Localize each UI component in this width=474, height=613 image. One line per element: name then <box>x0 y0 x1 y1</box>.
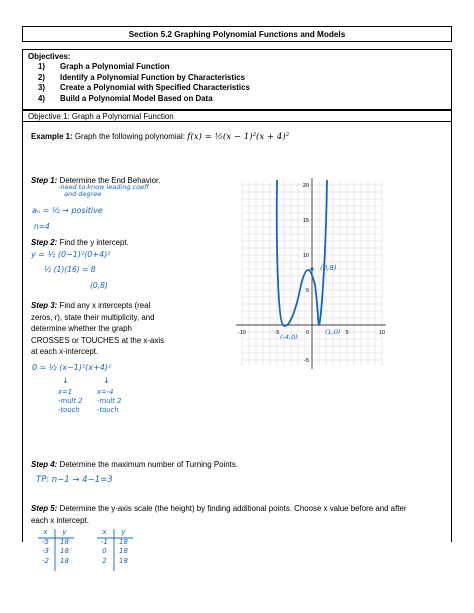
step-1-handwriting: -need to know leading coeff and degree <box>58 183 149 198</box>
y-tick-label: -5 <box>304 358 309 364</box>
zero-left-notes: x=1 -mult 2 -touch <box>58 388 83 414</box>
turning-points-note: TP: n−1 → 4−1=3 <box>36 475 113 485</box>
y-tick-label: 20 <box>302 183 309 189</box>
y-intercept-work: y = ½ (0−1)²(0+4)² <box>31 250 111 259</box>
x-tick-label: -5 <box>274 330 280 336</box>
step-5: Step 5: Determine the y-axis scale (the height) by finding additional points. Choose x value before and after each x intercept. <box>31 504 407 525</box>
step-1: Step 1: Determine the End Behavior. <box>31 176 161 185</box>
y-tick-label: 15 <box>302 218 309 224</box>
example-text: Graph the following polynomial: <box>74 132 185 141</box>
x-tick-label: 0 <box>305 330 309 336</box>
y-tick-label: 10 <box>302 253 309 259</box>
objective-item: 1) Graph a Polynomial Function <box>38 62 170 71</box>
table-right: x y -1 18 0 18 2 18 <box>101 528 128 565</box>
graph-annotation-y-intercept: (0,8) <box>320 264 337 272</box>
section-title: Section 5.2 Graphing Polynomial Functions and Models <box>128 29 346 39</box>
arrow-down-icon: ↓ <box>103 376 110 385</box>
zeros-equation: 0 = ½ (x−1)²(x+4)² <box>32 363 112 372</box>
objectives-list <box>28 62 446 104</box>
x-tick-label: -10 <box>238 330 246 336</box>
table-left: x y -5 18 -3 18 -2 18 <box>42 528 69 565</box>
step-3: Step 3: Find any x intercepts (real zeros, r), state their multiplicity, and determine whether the graph CROSSES or TOUCHES at the x-axis at each x-intercept. <box>31 301 165 356</box>
objectives-box <box>22 49 452 110</box>
y-intercept-point: (0,8) <box>90 281 108 290</box>
y-intercept-eval: ½ (1)(16) = 8 <box>44 265 96 274</box>
degree-note: n=4 <box>34 222 50 231</box>
y-intercept-dot <box>310 267 313 270</box>
zero-right-notes: x=-4 -mult 2 -touch <box>97 388 122 414</box>
example-line <box>31 132 289 142</box>
objective-item: 3) Create a Polynomial with Specified Characteristics <box>38 83 250 92</box>
objective-item: 2) Identify a Polynomial Function by Characteristics <box>38 72 246 82</box>
y-tick-label: 5 <box>305 288 309 294</box>
leading-coefficient-note: aₙ = ½ → positive <box>32 206 103 215</box>
example-equation: f(x) = ½(x − 1)²(x + 4)² <box>187 132 290 142</box>
example-label: Example 1: <box>31 132 73 141</box>
objective-sub-header: Objective 1: Graph a Polynomial Function <box>22 110 452 122</box>
graph-annotation-zero-right: (1,0) <box>325 328 341 336</box>
section-title-box <box>22 26 452 42</box>
polynomial-graph <box>232 175 437 375</box>
objective-item: 4) Build a Polynomial Model Based on Data <box>38 93 213 103</box>
x-tick-label: 5 <box>345 330 349 336</box>
step-4: Step 4: Determine the maximum number of Turning Points. <box>31 460 239 469</box>
x-tick-label: 10 <box>378 330 386 336</box>
graph-annotation-zero-left: (-4,0) <box>280 333 298 341</box>
objectives-heading: Objectives: <box>28 52 71 61</box>
arrow-down-icon: ↓ <box>62 376 69 385</box>
step-2: Step 2: Find the y intercept. <box>31 238 129 247</box>
